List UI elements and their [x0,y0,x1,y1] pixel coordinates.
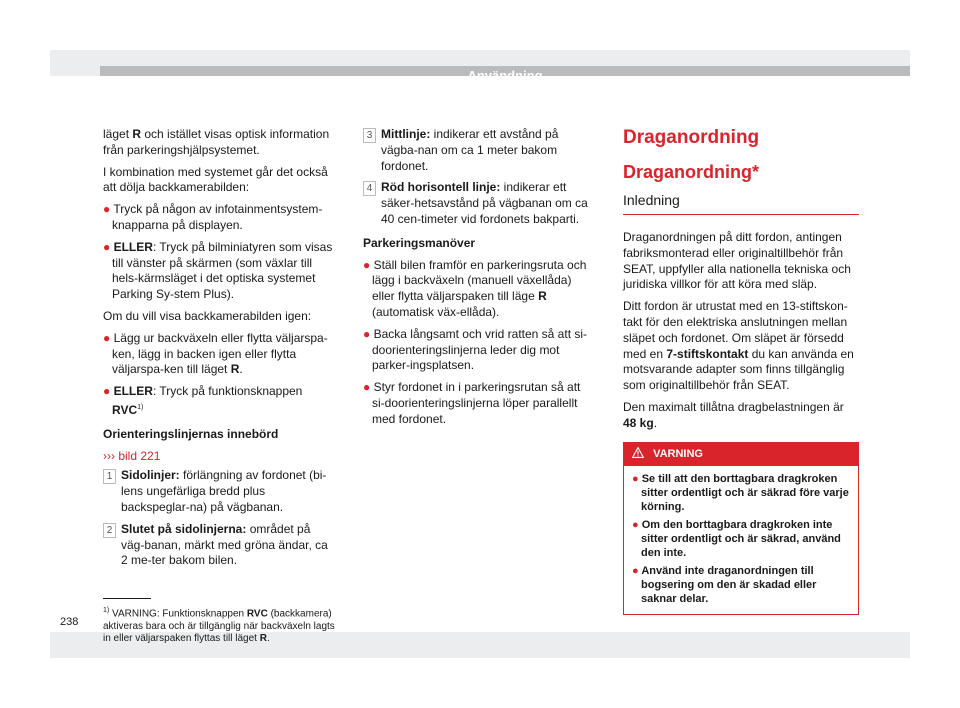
bullet-icon: ● [363,326,371,341]
page-number: 238 [60,616,79,628]
page-body [50,76,910,645]
bullet-icon: ● [363,380,371,395]
bullet-icon: ● [103,330,111,345]
paragraph: läget R och istället visas optisk information från parkeringshjälpsystemet. [103,127,330,157]
list-item: 4 Röd horisontell linje: indikerar ett säker-hetsavstånd på vägbanan om ca 40 cen-timeter vid fordonets bakparti. [363,180,595,227]
bullet-icon: ● [632,473,639,486]
paragraph: Om du vill visa backkamerabilden igen: [103,308,312,323]
chapter-title: Draganordning [623,127,760,148]
paragraph: Draganordningen på ditt fordon, antingen fabriksmonterad eller originaltillbehör från SEAT, uppfyller alla nationella tekniska och juridiska villkor för att köra med släp. [623,230,851,292]
list-item: ● ELLER: Tryck på funktionsknappen RVC$^{1)}$ [103,384,303,417]
figure-reference[interactable]: ››› bild 221 [103,448,161,463]
warning-triangle-icon [632,448,647,460]
list-item: ● ELLER: Tryck på bilminiatyren som visas till vänster på skärmen (som växlar till hels-kärmsläget i det optiska systemet Parking Sy-stem Plus). [103,239,333,302]
column-1 [103,127,335,575]
list-item: 1 Sidolinjer: förlängning av fordonet (bi-lens ungefärliga bredd plus backspeglar-na) på vägbanan. [103,468,335,515]
list-item: 3 Mittlinje: indikerar ett avstånd på vägba-nan om ca 1 meter bakom fordonet. [363,127,595,174]
callout-number: 4 [363,181,376,196]
list-item: ● Lägg ur backväxeln eller flytta väljarspa-ken, lägg in backen igen eller flytta väljarspa-ken till läget R. [103,330,328,377]
bullet-icon: ● [103,202,111,217]
callout-number: 2 [103,523,116,538]
paragraph: I kombination med systemet går det också att dölja backkamerabilden: [103,164,328,195]
bullet-icon: ● [103,384,111,399]
bullet-icon: ● [103,239,111,254]
bullet-icon: ● [632,565,639,578]
callout-number: 3 [363,128,376,143]
list-item: ● Använd inte draganordningen till bogsering om den är skadad eller saknar delar. [632,565,817,606]
ref-arrow-icon: ››› [103,448,115,463]
list-item: ● Ställ bilen framför en parkeringsruta och lägg i backväxeln (manuell växellåda) eller flytta väljarspaken till läge R (automatisk väx-ellåda). [363,257,587,319]
list-item: ● Backa långsamt och vrid ratten så att si-doorienteringslinjerna leder dig mot parker-ingsplatsen. [363,326,588,373]
paragraph: Den maximalt tillåtna dragbelastningen är 48 kg. [623,399,844,430]
warning-box [623,442,859,616]
page-frame [50,50,910,658]
callout-number: 1 [103,469,116,484]
list-item: ● Tryck på någon av infotainmentsystem-knapparna på displayen. [103,202,323,232]
list-item: ● Se till att den borttagbara dragkroken sitter ordentligt och är säkrad före varje körning. [632,473,849,514]
list-item: ● Om den borttagbara dragkroken inte sitter ordentligt och är säkrad, använd den inte. [632,519,841,560]
column-2 [363,127,595,434]
list-item: ● Styr fordonet in i parkeringsrutan så att si-doorienteringslinjerna löper parallellt med fordonet. [363,380,581,426]
section-heading: Parkeringsmanöver [363,235,476,250]
footnote-divider [103,598,151,599]
list-item: 2 Slutet på sidolinjerna: området på väg-banan, märkt med gröna ändar, ca 2 me-ter bakom bilen. [103,522,335,569]
warning-body [624,466,858,614]
footnote: $^{1)}$ VARNING: Funktionsknappen RVC (backkamera) aktiveras bara och är tillgänglig när backväxeln lagts in eller väljarspaken flyttas till läget R. [103,607,335,645]
section-heading: Orienteringslinjernas innebörd [103,426,279,441]
warning-header: VARNING [624,443,858,467]
section-title: Draganordning* [623,162,760,182]
subsection-title: Inledning [623,191,859,215]
bullet-icon: ● [632,519,639,532]
bullet-icon: ● [363,257,371,272]
column-3 [623,127,859,615]
paragraph: Ditt fordon är utrustat med en 13-stiftskon-takt för den elektriska anslutningen mellan släpet och fordonet. Om släpet är försedd med en 7-stiftskontakt du kan använda en motsvarande adapter som finns tillgänglig som originaltillbehör från SEAT. [623,299,854,393]
